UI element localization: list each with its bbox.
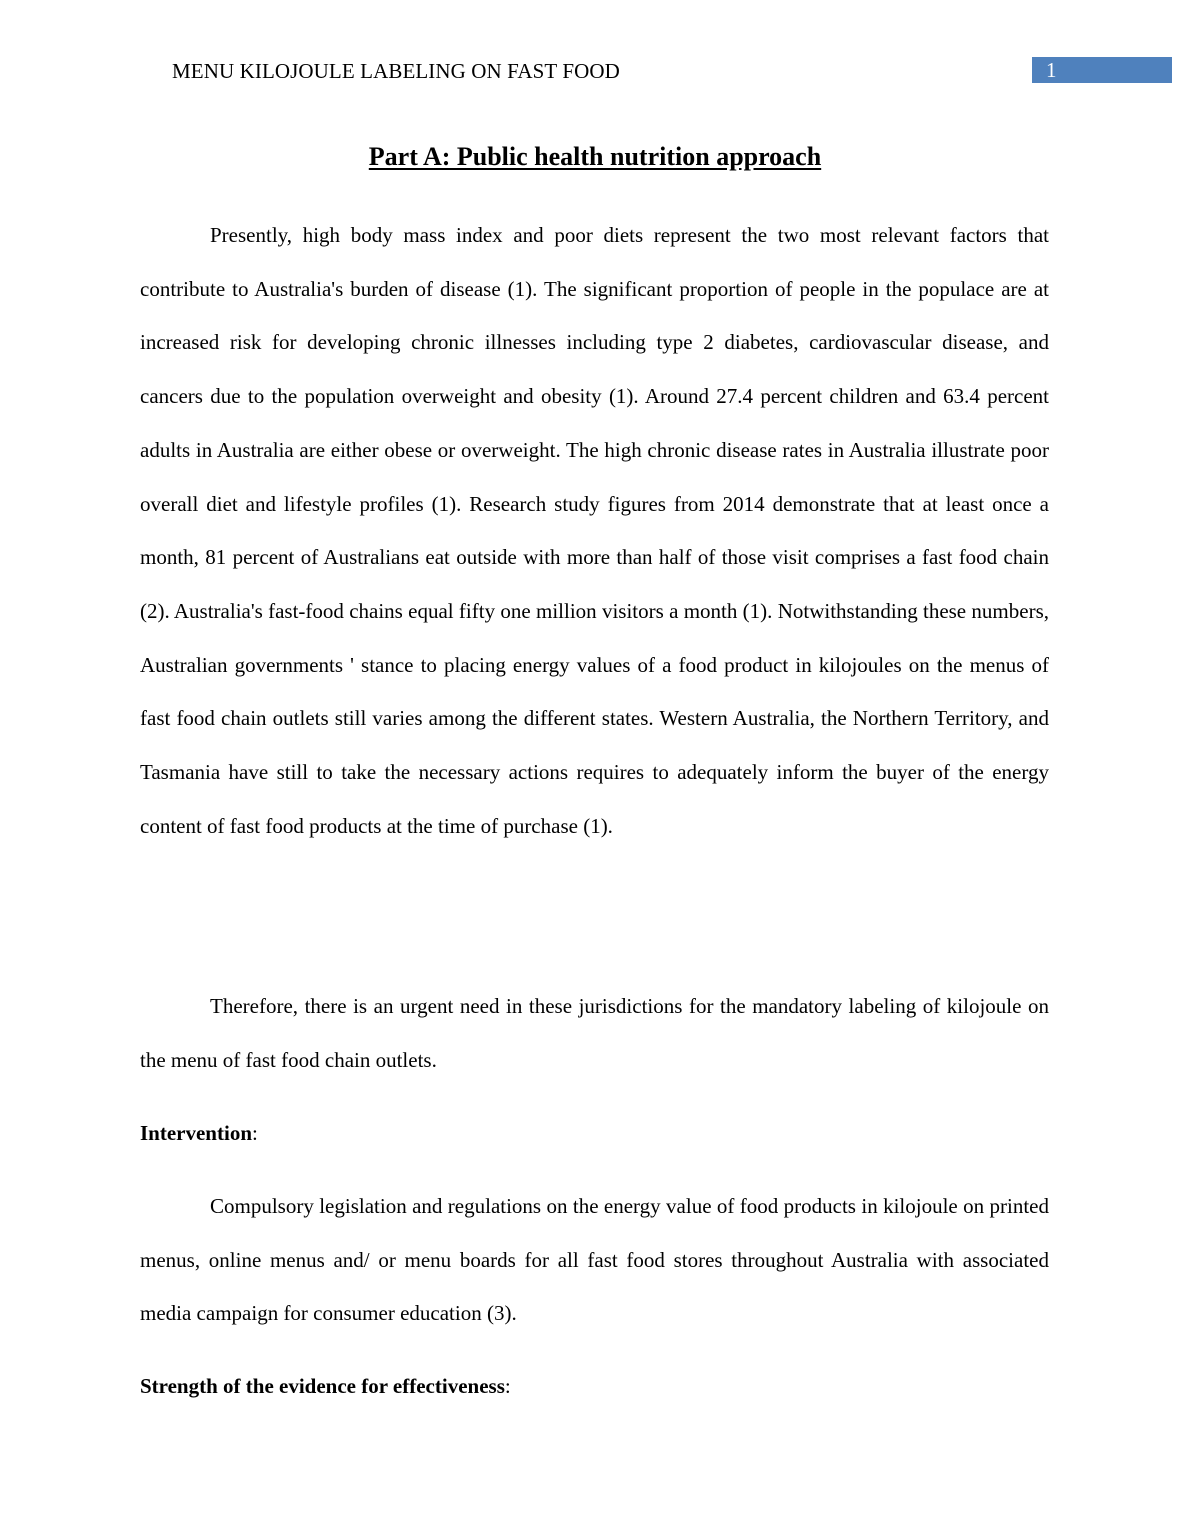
page-title-text: Part A: Public health nutrition approach	[368, 142, 822, 171]
paragraph-intervention: Compulsory legislation and regulations on the energy value of food products in kilojoule on printed menus, online menus and/ or menu boards for all fast food stores throughout Australia with associated media campaign for consumer education (3).	[140, 1194, 1049, 1326]
intervention-heading-colon: :	[252, 1121, 258, 1145]
intervention-heading-text: Intervention	[140, 1121, 252, 1145]
strength-heading-colon: :	[504, 1374, 511, 1398]
strength-heading-text: Strength of the evidence for effectiveness	[140, 1374, 505, 1398]
intervention-heading	[140, 1118, 1049, 1148]
paragraph-urgent-need: Therefore, there is an urgent need in these jurisdictions for the mandatory labeling of kilojoule on the menu of fast food chain outlets.	[140, 994, 1049, 1072]
strength-heading	[140, 1371, 1049, 1401]
paragraph-burden-of-disease: Presently, high body mass index and poor diets represent the two most relevant factors that contribute to Australia's burden of disease (1). The significant proportion of people in the populace are at increased risk for developing chronic illnesses including type 2 diabetes, cardiovascular disease, and cancers due to the population overweight and obesity (1). Around 27.4 percent children and 63.4 percent adults in Australia are either obese or overweight. The high chronic disease rates in Australia illustrate poor overall diet and lifestyle profiles (1). Research study figures from 2014 demonstrate that at least once a month, 81 percent of Australians eat outside with more than half of those visit comprises a fast food chain (2). Australia's fast-food chains equal fifty one million visitors a month (1). Notwithstanding these numbers, Australian governments ' stance to placing energy values of a food product in kilojoules on the menus of fast food chain outlets still varies among the different states. Western Australia, the Northern Territory, and Tasmania have still to take the necessary actions requires to adequately inform the buyer of the energy content of fast food products at the time of purchase (1).	[140, 223, 1049, 838]
page-title	[0, 140, 1190, 174]
page-number-box	[1032, 57, 1172, 83]
page-number: 1	[1046, 58, 1057, 82]
running-head: MENU KILOJOULE LABELING ON FAST FOOD	[172, 59, 620, 83]
